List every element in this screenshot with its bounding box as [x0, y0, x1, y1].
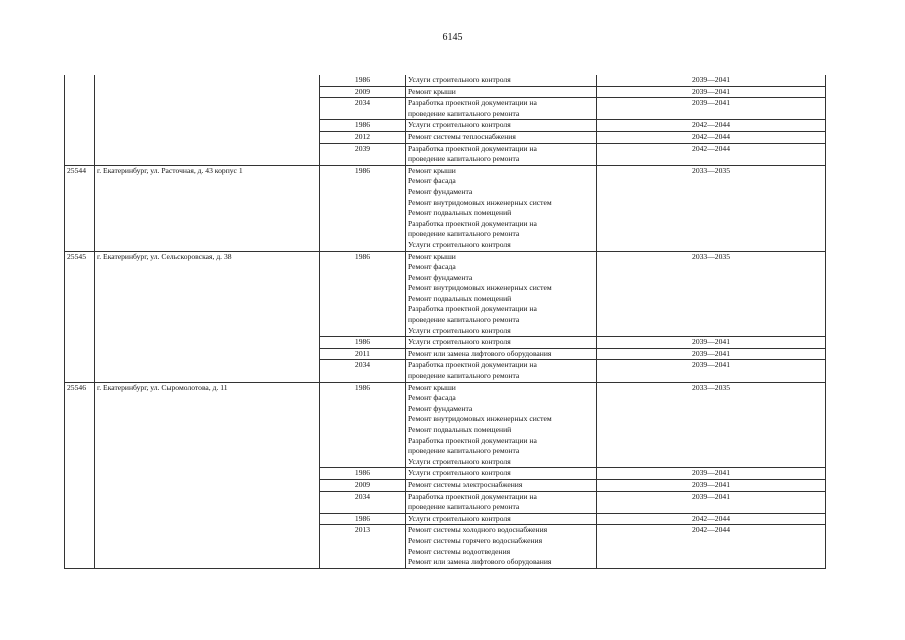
work-type-cell [406, 86, 597, 98]
table-row [65, 251, 826, 337]
work-item: Ремонт системы водоотведения [408, 546, 511, 556]
work-item: Ремонт фасада [408, 262, 456, 272]
year-cell: 1986 [320, 337, 406, 349]
work-item: Ремонт подвальных помещений [408, 208, 512, 218]
work-type-cell [406, 251, 597, 337]
year-cell: 1986 [320, 165, 406, 251]
period-cell: 2039—2041 [597, 98, 826, 120]
period-cell: 2039—2041 [597, 86, 826, 98]
period-cell: 2039—2041 [597, 491, 826, 513]
object-id-cell: 25544 [65, 165, 95, 251]
address-cell: г. Екатеринбург, ул. Расточная, д. 43 корпус 1 [95, 165, 320, 251]
work-item: Услуги строительного контроля [408, 75, 511, 84]
period-cell: 2042—2044 [597, 513, 826, 525]
year-cell: 2034 [320, 360, 406, 382]
work-type-cell [406, 360, 597, 382]
address-cell: г. Екатеринбург, ул. Сыромолотова, д. 11 [95, 382, 320, 568]
work-item: проведение капитального ремонта [408, 229, 520, 239]
table-row [65, 75, 826, 86]
table-row [65, 165, 826, 251]
page-number: 6145 [442, 32, 463, 43]
work-item: Разработка проектной документации на [408, 435, 537, 445]
year-cell: 1986 [320, 468, 406, 480]
work-item: проведение капитального ремонта [408, 154, 520, 164]
work-item: Ремонт фундамента [408, 272, 473, 282]
year-cell: 2034 [320, 491, 406, 513]
work-item: Ремонт внутридомовых инженерных систем [408, 197, 552, 207]
work-item: Ремонт фундамента [408, 403, 473, 413]
work-item: Ремонт фундамента [408, 186, 473, 196]
work-item: Ремонт внутридомовых инженерных систем [408, 414, 552, 424]
work-type-cell [406, 143, 597, 165]
work-type-cell [406, 479, 597, 491]
work-type-cell [406, 165, 597, 251]
work-type-cell [406, 382, 597, 468]
work-type-cell [406, 491, 597, 513]
work-type-cell [406, 525, 597, 568]
object-id-cell: 25546 [65, 382, 95, 568]
year-cell: 1986 [320, 382, 406, 468]
year-cell: 1986 [320, 120, 406, 132]
work-item: Ремонт системы холодного водоснабжения [408, 525, 548, 535]
year-cell: 2009 [320, 86, 406, 98]
work-type-cell [406, 337, 597, 349]
work-item: Ремонт фасада [408, 176, 456, 186]
work-type-cell [406, 348, 597, 360]
work-type-cell [406, 131, 597, 143]
work-type-cell [406, 75, 597, 86]
work-item: Услуги строительного контроля [408, 513, 511, 523]
period-cell: 2039—2041 [597, 479, 826, 491]
work-item: Ремонт крыши [408, 382, 456, 392]
repair-schedule-table [64, 75, 826, 569]
period-cell: 2042—2044 [597, 525, 826, 568]
year-cell: 2013 [320, 525, 406, 568]
work-item: Ремонт подвальных помещений [408, 293, 512, 303]
period-cell: 2042—2044 [597, 131, 826, 143]
table-row [65, 382, 826, 468]
year-cell: 2034 [320, 98, 406, 120]
work-item: Услуги строительного контроля [408, 120, 511, 130]
year-cell: 2012 [320, 131, 406, 143]
work-item: Разработка проектной документации на [408, 218, 537, 228]
work-item: Ремонт системы горячего водоснабжения [408, 535, 543, 545]
work-type-cell [406, 468, 597, 480]
work-type-cell [406, 513, 597, 525]
year-cell: 2009 [320, 479, 406, 491]
period-cell: 2042—2044 [597, 143, 826, 165]
period-cell: 2039—2041 [597, 75, 826, 86]
period-cell: 2033—2035 [597, 165, 826, 251]
work-item: Разработка проектной документации на [408, 304, 537, 314]
work-item: Ремонт крыши [408, 86, 456, 96]
period-cell: 2033—2035 [597, 382, 826, 468]
work-item: Ремонт внутридомовых инженерных систем [408, 283, 552, 293]
period-cell: 2039—2041 [597, 337, 826, 349]
period-cell: 2039—2041 [597, 468, 826, 480]
work-item: проведение капитального ремонта [408, 371, 520, 381]
year-cell: 2011 [320, 348, 406, 360]
work-item: Разработка проектной документации на [408, 360, 537, 370]
work-item: проведение капитального ремонта [408, 315, 520, 325]
work-item: Ремонт фасада [408, 393, 456, 403]
year-cell: 1986 [320, 75, 406, 86]
work-item: Разработка проектной документации на [408, 98, 537, 108]
year-cell: 2039 [320, 143, 406, 165]
period-cell: 2039—2041 [597, 360, 826, 382]
work-item: Ремонт подвальных помещений [408, 425, 512, 434]
address-cell: г. Екатеринбург, ул. Сельскоровская, д. 38 [95, 251, 320, 382]
object-id-cell [65, 75, 95, 165]
work-item: проведение капитального ремонта [408, 108, 520, 118]
work-item: Услуги строительного контроля [408, 325, 511, 335]
object-id-cell: 25545 [65, 251, 95, 382]
work-item: проведение капитального ремонта [408, 502, 520, 512]
work-item: Ремонт крыши [408, 165, 456, 175]
address-cell [95, 75, 320, 165]
year-cell: 1986 [320, 513, 406, 525]
work-item: Ремонт крыши [408, 251, 456, 261]
work-item: Разработка проектной документации на [408, 491, 537, 501]
work-item: Разработка проектной документации на [408, 143, 537, 153]
work-item: Ремонт или замена лифтового оборудования [408, 557, 552, 567]
work-item: Услуги строительного контроля [408, 456, 511, 466]
work-item: Услуги строительного контроля [408, 239, 511, 249]
work-type-cell [406, 98, 597, 120]
period-cell: 2033—2035 [597, 251, 826, 337]
work-type-cell [406, 120, 597, 132]
table-body [65, 75, 826, 568]
work-item: Ремонт системы теплоснабжения [408, 131, 516, 141]
work-item: Услуги строительного контроля [408, 337, 511, 347]
year-cell: 1986 [320, 251, 406, 337]
period-cell: 2042—2044 [597, 120, 826, 132]
work-item: Услуги строительного контроля [408, 468, 511, 478]
work-item: Ремонт или замена лифтового оборудования [408, 348, 552, 358]
work-item: Ремонт системы электроснабжения [408, 479, 523, 489]
period-cell: 2039—2041 [597, 348, 826, 360]
work-item: проведение капитального ремонта [408, 446, 520, 456]
